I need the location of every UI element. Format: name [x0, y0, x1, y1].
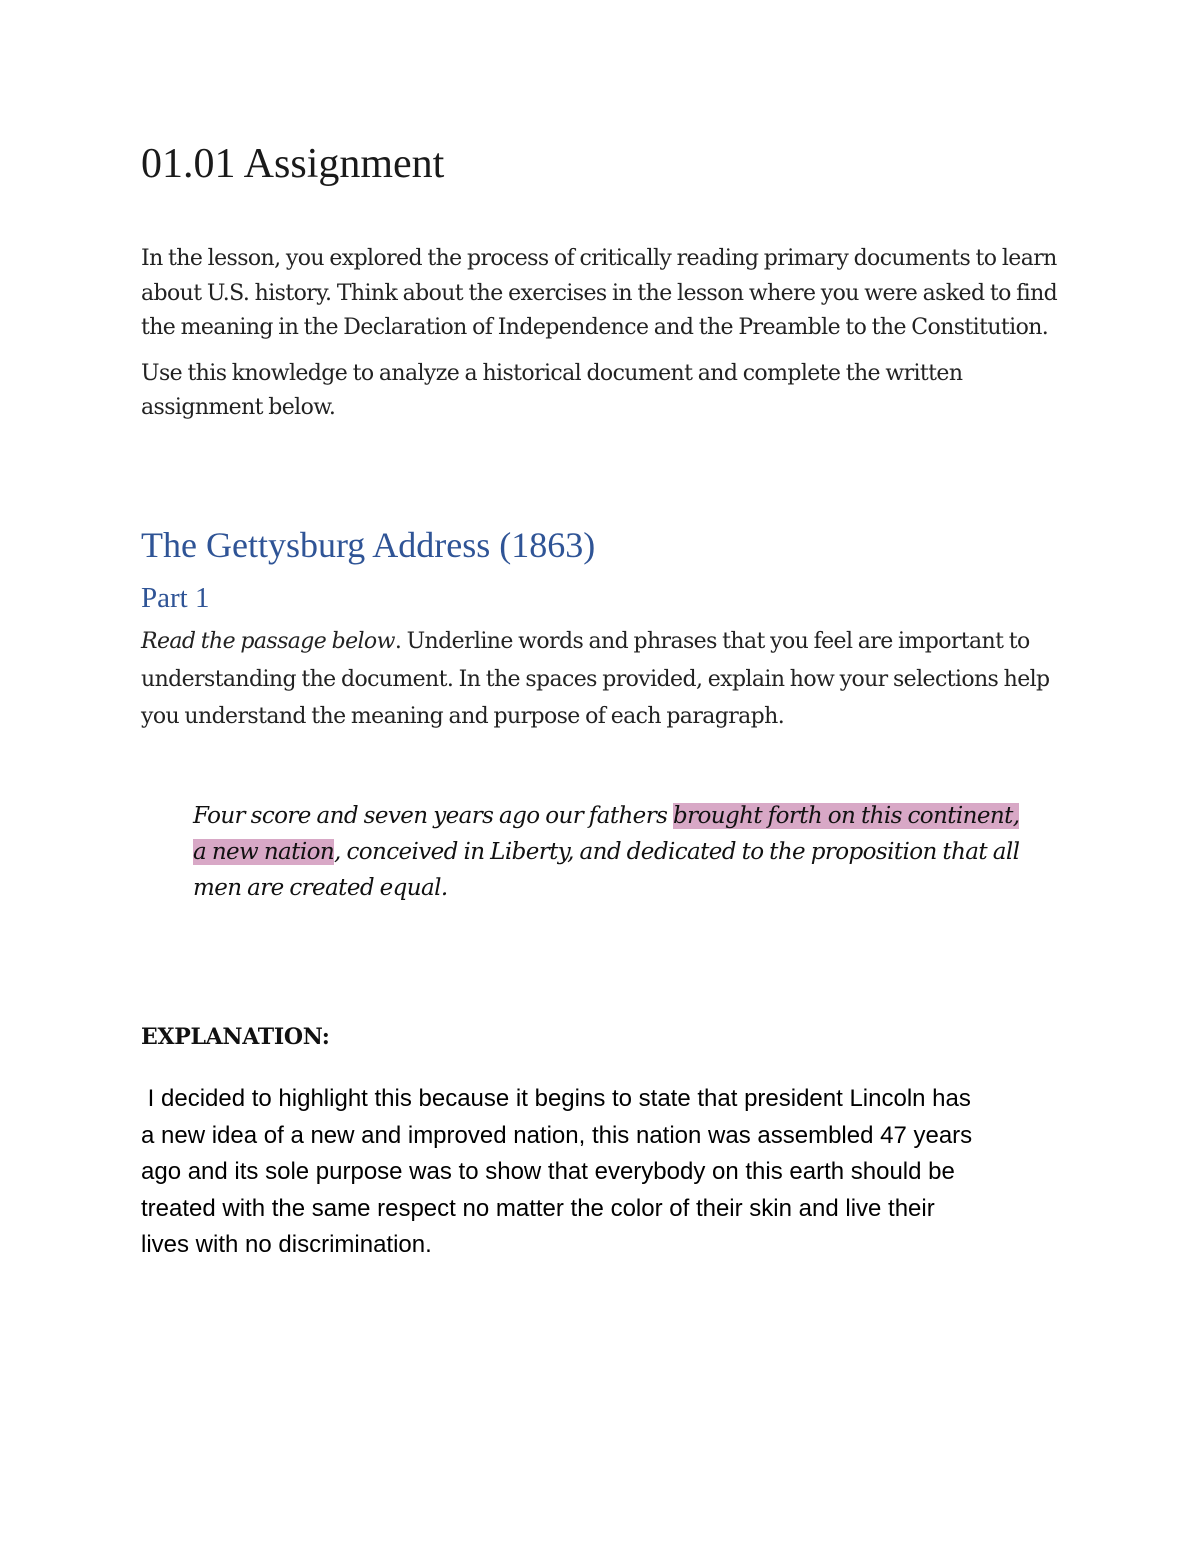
gettysburg-passage: [193, 798, 1023, 906]
page-title: 01.01 Assignment: [141, 141, 445, 187]
passage-before-highlight: Four score and seven years ago our fathers: [193, 803, 674, 829]
passage-after-highlight: , conceived in Liberty, and dedicated to the proposition that all men are created equal.: [193, 839, 1020, 901]
section-heading: The Gettysburg Address (1863): [141, 525, 596, 565]
passage-highlighted-text: brought forth on this continent, a new nation: [193, 803, 1020, 865]
instructions-italic-lead: Read the passage below: [141, 629, 395, 654]
intro-section: [141, 242, 1071, 437]
explanation-label: EXPLANATION:: [141, 1024, 330, 1050]
instructions-paragraph: [141, 623, 1081, 736]
instructions-rest: . Underline words and phrases that you feel are important to understanding the document. In the spaces provided, explain how your selections help you understand the meaning and purpose of each paragraph.: [141, 629, 1050, 729]
subsection-heading: Part 1: [141, 582, 210, 614]
intro-paragraph-1: In the lesson, you explored the process of critically reading primary documents to learn about U.S. history. Think about the exercises in the lesson where you were asked to find the meaning in the Declaration of Independence and the Preamble to the Constitution.: [141, 246, 1058, 340]
explanation-text: I decided to highlight this because it begins to state that president Lincoln has a new idea of a new and improved nation, this nation was assembled 47 years ago and its sole purpose was to show that everybody on this earth should be treated with the same respect no matter the color of their skin and live their lives with no discrimination.: [141, 1085, 979, 1259]
intro-paragraph-2: Use this knowledge to analyze a historical document and complete the written assignment below.: [141, 360, 963, 420]
